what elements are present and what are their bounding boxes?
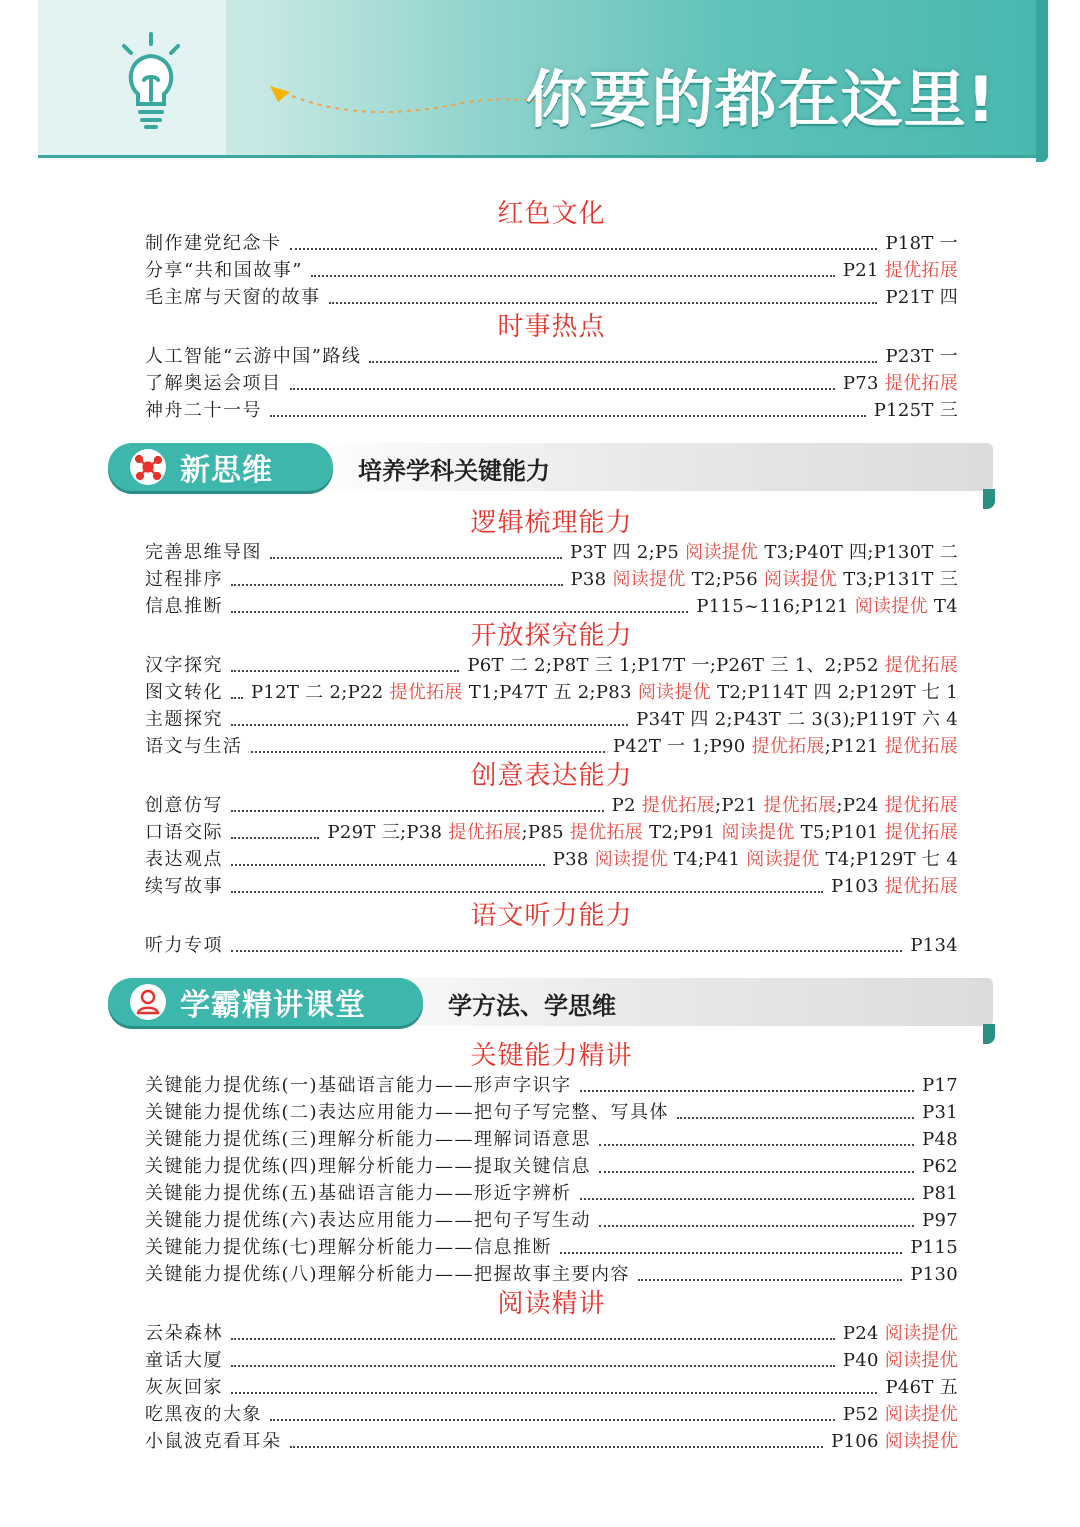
toc-entry-page-ref: [613, 733, 958, 760]
page-ref-text: P115~116;P121: [696, 596, 855, 617]
dot-leader: [231, 724, 628, 726]
toc-entry: [145, 1207, 958, 1234]
toc-entry-title: 关键能力提优练(三)理解分析能力——理解词语意思: [145, 1129, 592, 1150]
page-ref-text: P46T 五: [885, 1377, 958, 1398]
toc-entry-page-ref: [843, 370, 958, 397]
banner-title: 你要的都在这里!: [525, 63, 996, 136]
toc-entry-page-ref: [843, 1320, 958, 1347]
toc-entry-page-ref: [910, 1261, 958, 1288]
toc-entry-page-ref: [843, 1401, 958, 1428]
toc-entry-page-ref: [612, 792, 958, 819]
dot-leader: [231, 810, 604, 812]
dot-leader: [231, 950, 902, 952]
page-ref-tag: 提优拓展: [884, 822, 958, 843]
dot-leader: [231, 1392, 877, 1394]
toc-entry-title: 灰灰回家: [145, 1377, 223, 1398]
toc-entry-title: 童话大厦: [145, 1350, 223, 1371]
molecule-icon: [130, 449, 166, 485]
subsection-heading: 时事热点: [497, 312, 606, 342]
toc-entry-title: 图文转化: [145, 682, 223, 703]
page-ref-text: P106: [831, 1431, 885, 1452]
page-ref-text: P21T 四: [885, 287, 958, 308]
dot-leader: [599, 1144, 914, 1146]
page-ref-text: P29T 三;P38: [327, 822, 449, 843]
page-ref-text: P125T 三: [873, 400, 958, 421]
toc-entry-page-ref: [885, 230, 958, 257]
page-ref-text: T3;P40T 四;P130T 二: [758, 542, 958, 563]
section-bar-new-thinking: [108, 443, 993, 495]
toc-entry: [145, 1234, 958, 1261]
page-ref-text: P3T 四 2;P5: [570, 542, 686, 563]
page-ref-text: T4;P129T 七 4: [819, 849, 958, 870]
toc-entry: [145, 819, 958, 846]
toc-entry: [145, 1261, 958, 1288]
toc-entry: [145, 679, 958, 706]
toc-entry-title: 过程排序: [145, 569, 223, 590]
page-ref-tag: 提优拓展: [884, 655, 958, 676]
toc-entry-title: 制作建党纪念卡: [145, 233, 282, 254]
dot-leader: [599, 1171, 914, 1173]
dot-leader: [231, 670, 459, 672]
page-ref-tag: 提优拓展: [389, 682, 463, 703]
dot-leader: [369, 361, 877, 363]
page-ref-text: P18T 一: [885, 233, 958, 254]
toc-entry-title: 分享“共和国故事”: [145, 260, 303, 281]
dot-leader: [231, 837, 319, 839]
page-ref-tag: 阅读提优: [884, 1350, 958, 1371]
toc-entry-title: 关键能力提优练(四)理解分析能力——提取关键信息: [145, 1156, 592, 1177]
page-ref-tag: 提优拓展: [763, 795, 837, 816]
page-ref-text: P2: [611, 795, 642, 816]
page-ref-text: P38: [552, 849, 595, 870]
toc-entry-page-ref: [571, 566, 958, 593]
toc-entry-title: 云朵森林: [145, 1323, 223, 1344]
page-ref-tag: 提优拓展: [884, 373, 958, 394]
page-ref-text: P42T 一 1;P90: [612, 736, 752, 757]
page-ref-text: P134: [910, 935, 958, 956]
page-ref-text: T5;P101: [794, 822, 885, 843]
dot-leader: [638, 1279, 902, 1281]
page-ref-text: T2;P91: [643, 822, 722, 843]
dot-leader: [580, 1090, 915, 1092]
page-ref-tag: 阅读提优: [685, 542, 759, 563]
page-ref-text: P81: [922, 1183, 958, 1204]
toc-entry-page-ref: [843, 257, 958, 284]
toc-entry: [145, 1374, 958, 1401]
page-ref-text: ;P24: [836, 795, 885, 816]
toc-entry-title: 关键能力提优练(二)表达应用能力——把句子写完整、写具体: [145, 1102, 670, 1123]
toc-entry-page-ref: [251, 679, 958, 706]
dot-leader: [270, 415, 866, 417]
dot-leader: [231, 864, 545, 866]
toc-entry-page-ref: [922, 1153, 958, 1180]
page-ref-text: P12T 二 2;P22: [250, 682, 390, 703]
toc-entry-page-ref: [467, 652, 958, 679]
dot-leader: [580, 1198, 915, 1200]
toc-entry: [145, 932, 958, 959]
toc-entry-title: 口语交际: [145, 822, 223, 843]
toc-entry: [145, 873, 958, 900]
page-ref-tag: 阅读提优: [594, 849, 668, 870]
page-ref-text: T1;P47T 五 2;P83: [462, 682, 638, 703]
page-ref-tag: 提优拓展: [884, 876, 958, 897]
dot-leader: [251, 751, 605, 753]
dot-leader: [270, 557, 562, 559]
section-label: 学霸精讲课堂: [180, 988, 366, 1023]
section-subtitle: 培养学科关键能力: [358, 457, 550, 485]
dot-leader: [231, 1365, 835, 1367]
toc-entry-page-ref: [885, 284, 958, 311]
page-ref-tag: 阅读提优: [884, 1323, 958, 1344]
toc-entry-title: 完善思维导图: [145, 542, 262, 563]
lightbulb-icon: [116, 32, 186, 132]
toc-entry-title: 语文与生活: [145, 736, 243, 757]
toc-entry-page-ref: [922, 1072, 958, 1099]
toc-entry-page-ref: [696, 593, 958, 620]
page-ref-tag: 提优拓展: [884, 736, 958, 757]
page-ref-text: T2;P114T 四 2;P129T 七 1: [711, 682, 958, 703]
person-icon: [130, 984, 166, 1020]
toc-entry: [145, 792, 958, 819]
page-ref-tag: 提优拓展: [884, 795, 958, 816]
toc-entry-title: 表达观点: [145, 849, 223, 870]
toc-entry-page-ref: [922, 1207, 958, 1234]
toc-entry: [145, 370, 958, 397]
subsection-heading: 关键能力精讲: [470, 1041, 633, 1071]
toc-entry-title: 小鼠波克看耳朵: [145, 1431, 282, 1452]
section-label: 新思维: [180, 453, 273, 488]
toc-entry-title: 汉字探究: [145, 655, 223, 676]
toc-entry-title: 神舟二十一号: [145, 400, 262, 421]
subsection-heading: 红色文化: [497, 199, 606, 229]
toc-entry-page-ref: [885, 343, 958, 370]
page-ref-text: T4: [927, 596, 958, 617]
toc-entry-title: 续写故事: [145, 876, 223, 897]
toc-block-top-student-class: [145, 1040, 958, 1455]
page-ref-text: T2;P56: [685, 569, 765, 590]
toc-entry-page-ref: [922, 1126, 958, 1153]
dot-leader: [677, 1117, 914, 1119]
paper-plane-icon: [268, 78, 548, 118]
page-ref-text: P17: [922, 1075, 958, 1096]
toc-entry-title: 毛主席与天窗的故事: [145, 287, 321, 308]
toc-entry-title: 关键能力提优练(一)基础语言能力——形声字识字: [145, 1075, 572, 1096]
toc-entry-title: 主题探究: [145, 709, 223, 730]
toc-entry-page-ref: [570, 539, 958, 566]
page-ref-tag: 阅读提优: [637, 682, 712, 703]
page-ref-text: P130: [910, 1264, 958, 1285]
toc-entry: [145, 539, 958, 566]
page-ref-text: P62: [922, 1156, 958, 1177]
toc-entry-page-ref: [910, 932, 958, 959]
page-ref-text: T4;P41: [667, 849, 747, 870]
toc-entry-page-ref: [922, 1180, 958, 1207]
page-ref-text: ;P85: [521, 822, 570, 843]
page-ref-text: P34T 四 2;P43T 二 3(3);P119T 六 4: [636, 709, 958, 730]
toc-entry-page-ref: [910, 1234, 958, 1261]
section-subtitle: 学方法、学思维: [448, 992, 616, 1020]
subsection-heading: 逻辑梳理能力: [470, 508, 633, 538]
toc-entry-title: 吃黑夜的大象: [145, 1404, 262, 1425]
toc-entry-title: 信息推断: [145, 596, 223, 617]
page-ref-tag: 阅读提优: [884, 1404, 958, 1425]
toc-entry-title: 关键能力提优练(六)表达应用能力——把句子写生动: [145, 1210, 592, 1231]
page-ref-tag: 阅读提优: [612, 569, 686, 590]
page-ref-tag: 提优拓展: [641, 795, 715, 816]
dot-leader: [231, 1338, 835, 1340]
section-pill: [108, 443, 333, 491]
toc-entry-title: 创意仿写: [145, 795, 223, 816]
toc-entry: [145, 284, 958, 311]
dot-leader: [231, 891, 823, 893]
page-ref-text: P52: [842, 1404, 885, 1425]
subsection-heading: 语文听力能力: [470, 901, 633, 931]
toc-entry-title: 关键能力提优练(七)理解分析能力——信息推断: [145, 1237, 553, 1258]
toc-entry-title: 听力专项: [145, 935, 223, 956]
page-ref-text: P6T 二 2;P8T 三 1;P17T 一;P26T 三 1、2;P52: [467, 655, 885, 676]
toc-block-culture: [145, 198, 958, 424]
toc-entry: [145, 652, 958, 679]
page-ref-text: P115: [910, 1237, 958, 1258]
header-banner: [38, 0, 1038, 158]
toc-entry-title: 了解奥运会项目: [145, 373, 282, 394]
toc-entry-page-ref: [327, 819, 958, 846]
section-bar-top-student-class: [108, 978, 993, 1030]
toc-entry-title: 关键能力提优练(五)基础语言能力——形近字辨析: [145, 1183, 572, 1204]
toc-entry: [145, 1126, 958, 1153]
toc-entry: [145, 593, 958, 620]
toc-entry: [145, 1320, 958, 1347]
toc-entry: [145, 706, 958, 733]
page-ref-text: P48: [922, 1129, 958, 1150]
dot-leader: [231, 611, 688, 613]
page-ref-text: ;P121: [824, 736, 885, 757]
dot-leader: [560, 1252, 902, 1254]
toc-entry: [145, 846, 958, 873]
page-ref-text: P73: [842, 373, 885, 394]
toc-entry: [145, 1401, 958, 1428]
dot-leader: [311, 275, 835, 277]
toc-entry: [145, 1072, 958, 1099]
dot-leader: [599, 1225, 914, 1227]
toc-entry-page-ref: [831, 873, 958, 900]
toc-entry: [145, 257, 958, 284]
toc-entry-page-ref: [843, 1347, 958, 1374]
page-ref-text: P103: [831, 876, 885, 897]
toc-entry-title: 关键能力提优练(八)理解分析能力——把握故事主要内容: [145, 1264, 631, 1285]
page-ref-text: P24: [842, 1323, 885, 1344]
dot-leader: [231, 584, 563, 586]
section-tab: [983, 1024, 995, 1044]
page-ref-text: T3;P131T 三: [837, 569, 958, 590]
toc-entry-page-ref: [831, 1428, 958, 1455]
section-tab: [983, 489, 995, 509]
toc-entry-page-ref: [553, 846, 958, 873]
page-ref-text: P38: [570, 569, 613, 590]
toc-entry: [145, 1180, 958, 1207]
toc-entry: [145, 1153, 958, 1180]
toc-entry: [145, 733, 958, 760]
page-ref-tag: 阅读提优: [854, 596, 928, 617]
subsection-heading: 开放探究能力: [470, 621, 633, 651]
toc-entry-page-ref: [874, 397, 958, 424]
toc-entry: [145, 566, 958, 593]
page-ref-text: P23T 一: [885, 346, 958, 367]
toc-entry: [145, 1347, 958, 1374]
page-ref-tag: 阅读提优: [721, 822, 795, 843]
page-ref-tag: 提优拓展: [884, 260, 958, 281]
page-ref-text: P97: [922, 1210, 958, 1231]
page-ref-tag: 阅读提优: [884, 1431, 958, 1452]
toc-entry: [145, 397, 958, 424]
page-ref-tag: 提优拓展: [751, 736, 825, 757]
page-ref-text: P21: [842, 260, 885, 281]
page-ref-tag: 提优拓展: [569, 822, 644, 843]
toc-entry: [145, 230, 958, 257]
dot-leader: [290, 388, 835, 390]
banner-edge: [1036, 0, 1048, 162]
toc-entry-page-ref: [922, 1099, 958, 1126]
toc-block-new-thinking: [145, 507, 958, 959]
toc-entry: [145, 343, 958, 370]
page-ref-text: P31: [922, 1102, 958, 1123]
toc-entry: [145, 1428, 958, 1455]
subsection-heading: 创意表达能力: [470, 761, 633, 791]
dot-leader: [231, 697, 243, 699]
page-ref-tag: 阅读提优: [746, 849, 820, 870]
toc-entry-page-ref: [885, 1374, 958, 1401]
page-ref-tag: 提优拓展: [448, 822, 522, 843]
page-ref-text: ;P21: [714, 795, 764, 816]
subsection-heading: 阅读精讲: [497, 1289, 606, 1319]
page-ref-tag: 阅读提优: [764, 569, 838, 590]
toc-entry: [145, 1099, 958, 1126]
dot-leader: [329, 302, 878, 304]
dot-leader: [290, 248, 878, 250]
section-pill: [108, 978, 423, 1026]
toc-entry-page-ref: [636, 706, 958, 733]
page-ref-text: P40: [842, 1350, 885, 1371]
dot-leader: [270, 1419, 835, 1421]
toc-entry-title: 人工智能“云游中国”路线: [145, 346, 362, 367]
dot-leader: [290, 1446, 824, 1448]
